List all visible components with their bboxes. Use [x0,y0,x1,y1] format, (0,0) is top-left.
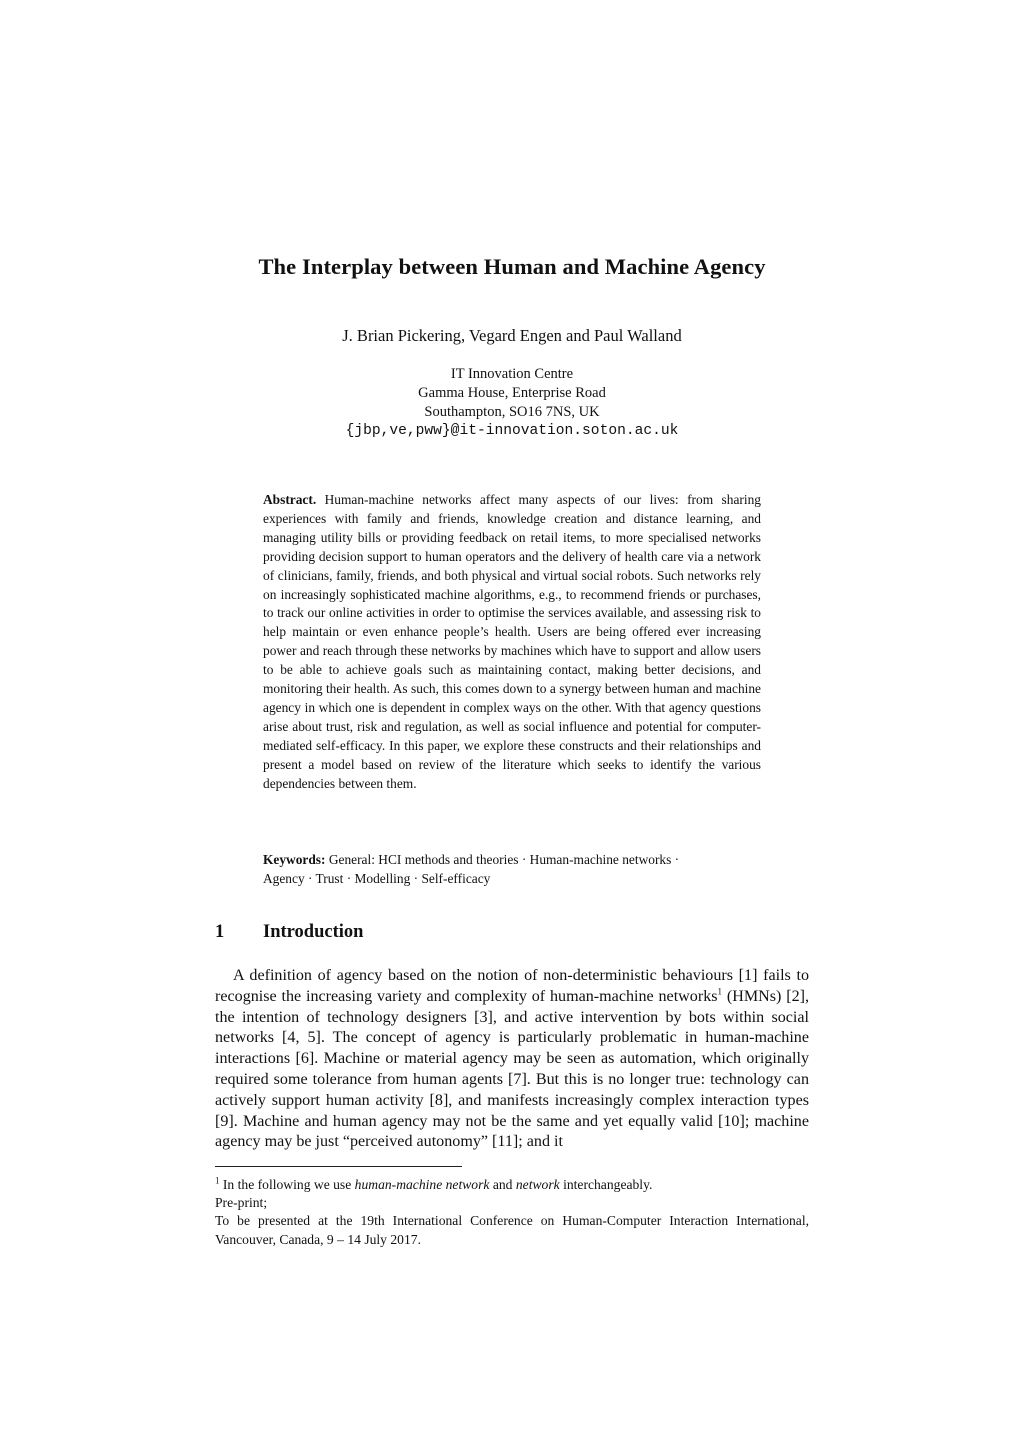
section-title: Introduction [263,922,364,942]
keywords-label: Keywords: [263,852,326,867]
keywords-line-1: General: HCI methods and theories · Human-machine networks · [328,852,680,867]
author-email[interactable]: {jbp,ve,pww}@it-innovation.soton.ac.uk [345,423,679,439]
footnote-divider [215,1166,462,1167]
abstract-label: Abstract. [263,492,317,507]
author-list: J. Brian Pickering, Vegard Engen and Paul Walland [342,326,682,345]
section-heading [215,922,363,943]
affiliation-address-line-1: Gamma House, Enterprise Road [418,385,606,401]
affiliation-block [0,365,1024,441]
footnote-reference[interactable]: 1 [717,986,723,997]
abstract-text: Human-machine networks affect many aspects of our lives: from sharing experiences with family and friends, knowledge creation and distance learning, and managing utility bills or providing feedback on retail items, to more specialised networks providing decision support to human operators and the delivery of health care via a network of clinicians, family, friends, and both physical and virtual social robots. Such networks rely on increasingly sophisticated machine algorithms, e.g., to recommend friends or purchases, to track our online activities in order to optimise the services available, and assessing risk to help maintain or even enhance people’s health. Users are being offered ever increasing power and reach through these networks by machines which have to support and allow users to be able to achieve goals such as maintaining contact, making better decisions, and monitoring their health. As such, this comes down to a synergy between human and machine agency in which one is dependent in complex ways on the other. With that agency questions arise about trust, risk and regulation, as well as social influence and potential for computer-mediated self-efficacy. In this paper, we explore these constructs and their relationships and present a model based on review of the literature which seeks to identify the various dependencies between them. [263,492,761,791]
paper-title: The Interplay between Human and Machine Agency [258,254,766,279]
footnote-1-text-b: and [489,1177,516,1192]
paragraph-text-part-2: (HMNs) [2], the intention of technology designers [3], and active intervention by bots within social networks [4, 5]. The concept of agency is particularly problematic in human-machine interactions [6]. Machine or material agency may be seen as automation, which originally required some tolerance from human agents [7]. But this is no longer true: technology can actively support human activity [8], and manifests increasingly complex interaction types [9]. Machine and human agency may not be the same and yet equally valid [10]; machine agency may be just “perceived autonomy” [11]; and it [215,987,810,1151]
conference-note: To be presented at the 19th International Conference on Human-Computer Interaction International, Vancouver, Canada, 9 – 14 July 2017. [215,1213,809,1247]
affiliation-org: IT Innovation Centre [450,366,574,382]
keywords-line-2: Agency · Trust · Modelling · Self-efficacy [263,870,491,886]
abstract [263,491,761,794]
footnote-1-emph-1: human-machine network [354,1177,490,1192]
footnotes [215,1176,809,1249]
footnote-1 [215,1176,809,1194]
introduction-paragraph [215,966,809,1153]
affiliation-address-line-2: Southampton, SO16 7NS, UK [424,404,600,420]
keywords [263,851,761,889]
footnote-1-text-c: interchangeably. [559,1177,653,1192]
footnote-1-text-a: In the following we use [219,1177,355,1192]
footnote-1-emph-2: network [515,1177,560,1192]
preprint-note: Pre-print; [215,1195,268,1211]
paragraph-text-part-1: A definition of agency based on the notion of non-deterministic behaviours [1] fails to recognise the increasing variety and complexity of human-machine networks [215,967,809,1005]
footnote-1-mark: 1 [215,1175,220,1186]
section-number: 1 [215,922,225,942]
